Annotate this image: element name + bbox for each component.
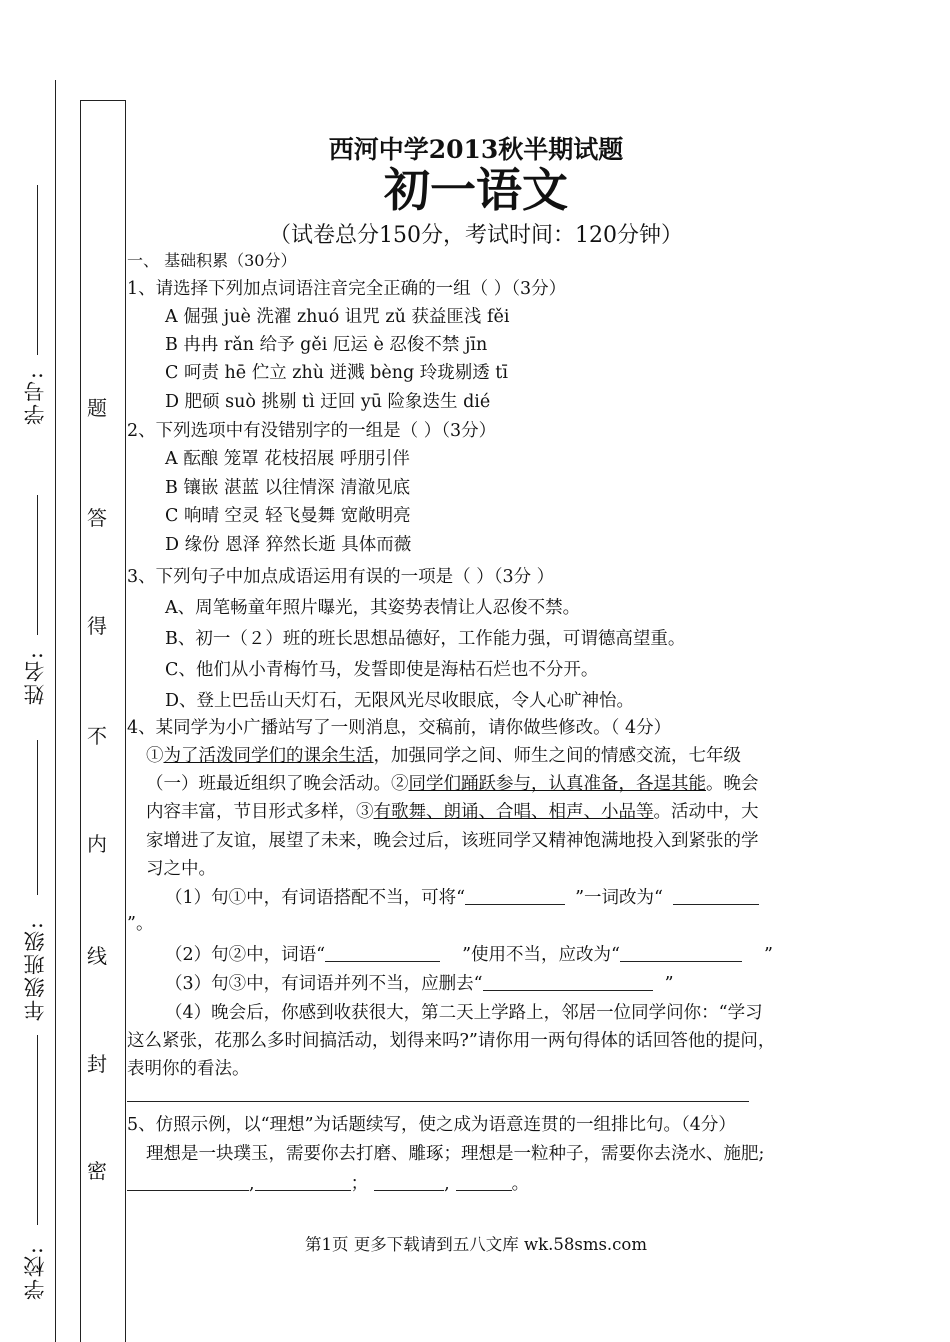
q4-sub1-end: ”。 [127,914,154,934]
seal-char: 内 [87,832,107,856]
seal-char: 得 [87,614,107,638]
student-id-label: 学号: [23,370,47,426]
name-label: 姓名: [23,650,47,706]
q4-text: 。晚会 [706,774,759,794]
q5-answer-blanks [127,1172,529,1196]
q4-sub2-text: ”使用不当，应改为“ [462,945,620,965]
q5-blank-1[interactable] [127,1172,249,1191]
q4-sentence2-underlined: 同学们踊跃参与，认真准备，各逞其能 [408,774,706,794]
q4-sub1-text: （1）句①中，有词语搭配不当，可将“ [165,888,466,908]
q4-sub3-blank[interactable] [483,972,653,991]
seal-char: 封 [87,1052,107,1076]
q4-sub3-text: ” [664,974,674,994]
q4-sub4-line3: 表明你的看法。 [127,1059,250,1079]
q1-option-c[interactable]: C 呵责 hē 伫立 zhù 迸溅 bèng 玲珑剔透 tī [165,363,508,383]
q4-sub3 [165,972,674,996]
class-label: 年级班级: [23,920,47,1022]
seal-box-right [125,100,126,1342]
q4-text: 内容丰富，节目形式多样，③ [146,802,374,822]
q2-option-c[interactable]: C 响晴 空灵 轻飞曼舞 宽敞明亮 [165,506,411,526]
q4-sub4-line1: （4）晚会后，你感到收获很大，第二天上学路上，邻居一位同学问你：“学习 [165,1003,763,1023]
q4-stem: 4、某同学为小广播站写了一则消息，交稿前，请你做些修改。（ 4分） [127,718,672,738]
exam-info: （试卷总分150分，考试时间：120分钟） [269,223,683,248]
q1-stem: 1、请选择下列加点词语注音完全正确的一组（ ）（3分） [127,279,567,299]
q4-text: ，加强同学之间、师生之间的情感交流，七年级 [373,746,741,766]
q5-blank-4[interactable] [456,1172,512,1191]
q2-option-b[interactable]: B 镶嵌 湛蓝 以往情深 清澈见底 [165,478,411,498]
q5-blank-3[interactable] [374,1172,444,1191]
q4-sub4-answer-line[interactable] [127,1101,749,1102]
q2-option-a[interactable]: A 酝酿 笼罩 花枝招展 呼朋引伴 [165,449,410,469]
q5-blank-2[interactable] [255,1172,351,1191]
q3-option-b[interactable]: B、初一（２）班的班长思想品德好，工作能力强，可谓德高望重。 [165,629,686,649]
q1-option-b[interactable]: B 冉冉 rǎn 给予 gěi 厄运 è 忍俊不禁 jīn [165,335,488,355]
q5-separator: ； [350,1174,369,1194]
q4-sub3-text: （3）句③中，有词语并列不当，应删去“ [165,974,483,994]
q3-stem: 3、下列句子中加点成语运用有误的一项是（ ）（3分 ） [127,567,555,587]
school-label: 学校: [23,1245,47,1301]
q1-option-d[interactable]: D 肥硕 suò 挑剔 tì 迂回 yū 险象迭生 dié [165,392,491,412]
q5-separator: , [249,1174,255,1194]
q1-option-a[interactable]: A 倔强 juè 洗濯 zhuó 诅咒 zǔ 获益匪浅 fěi [165,307,510,327]
q4-sub2 [165,943,773,967]
name-blank[interactable] [37,495,38,635]
q4-sub2-blank-replace[interactable] [620,943,742,962]
q2-stem: 2、下列选项中有没错别字的一组是（ ）（3分） [127,421,497,441]
seal-box-left [80,100,81,1342]
q4-text: （一）班最近组织了晚会活动。② [146,774,409,794]
q4-sentence1-underlined: 为了活泼同学们的课余生活 [163,746,374,766]
q2-option-d[interactable]: D 缘份 恩泽 猝然长逝 具体而薇 [165,535,412,555]
q4-sub2-text: （2）句②中，词语“ [165,945,326,965]
q3-option-d[interactable]: D、登上巴岳山天灯石，无限风光尽收眼底，令人心旷神怡。 [165,691,635,711]
q3-option-a[interactable]: A、周笔畅童年照片曝光，其姿势表情让人忍俊不禁。 [165,598,581,618]
q4-sub2-blank-word[interactable] [325,943,440,962]
q4-passage-line3 [146,800,759,824]
page-footer: 第1页 更多下载请到五八文库 wk.58sms.com [305,1235,647,1254]
q4-sub1-blank-replace[interactable] [673,886,759,905]
q4-passage-line2 [146,772,759,796]
q5-example: 理想是一块璞玉，需要你去打磨、雕琢；理想是一粒种子，需要你去浇水、施肥; [146,1144,765,1164]
seal-char: 答 [87,506,107,530]
q3-option-c[interactable]: C、他们从小青梅竹马，发誓即使是海枯石烂也不分开。 [165,660,599,680]
seal-box-top [80,100,126,101]
q5-separator: , [444,1174,450,1194]
student-id-blank[interactable] [37,185,38,355]
seal-char: 不 [87,724,107,748]
class-blank[interactable] [37,740,38,895]
q4-sub1 [165,886,759,910]
subject-title: 初一语文 [384,163,568,217]
q4-sub2-text: ” [764,945,773,965]
q4-passage-line4: 家增进了友谊，展望了未来，晚会过后，该班同学又精神饱满地投入到紧张的学 [146,831,759,851]
seal-char: 题 [87,396,107,420]
margin-outer-line [55,80,56,1342]
seal-char: 线 [87,944,107,968]
seal-char: 密 [87,1159,107,1183]
section-title: 一、 基础积累（30分） [127,251,297,270]
q4-passage-line5: 习之中。 [146,859,216,879]
q4-passage-line1 [146,744,741,768]
q4-sentence3-underlined: 有歌舞、朗诵、合唱、相声、小品等 [373,802,654,822]
school-exam-title: 西河中学2013秋半期试题 [328,135,624,164]
school-blank[interactable] [37,1035,38,1225]
q5-separator: 。 [511,1174,530,1194]
q4-mark: ① [146,746,164,766]
q4-sub1-blank-word[interactable] [465,886,565,905]
q4-sub1-text: ”一词改为“ [575,888,663,908]
q5-stem: 5、仿照示例，以“理想”为话题续写，使之成为语意连贯的一组排比句。（4分） [127,1115,736,1135]
q4-sub4-line2: 这么紧张，花那么多时间搞活动，划得来吗?”请你用一两句得体的话回答他的提问， [127,1031,776,1051]
q4-text: 。活动中，大 [653,802,759,822]
